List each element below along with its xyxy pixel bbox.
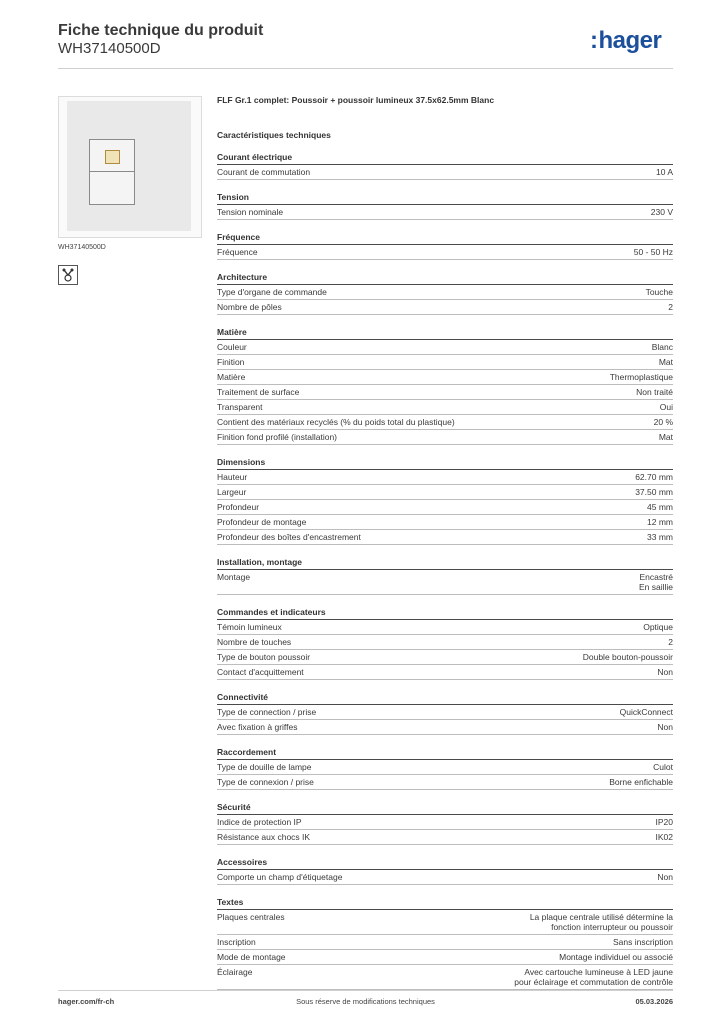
spec-row (217, 400, 673, 415)
spec-row (217, 500, 673, 515)
spec-row (217, 245, 673, 260)
spec-row (217, 720, 673, 735)
footer-date: 05.03.2026 (635, 997, 673, 1006)
spec-label: Avec fixation à griffes (217, 722, 298, 732)
spec-value: La plaque centrale utilisé détermine la fonction interrupteur ou poussoir (529, 912, 673, 932)
spec-label: Finition fond profilé (installation) (217, 432, 338, 442)
spec-value: Borne enfichable (609, 777, 673, 787)
spec-section (217, 747, 673, 790)
spec-sections (217, 152, 673, 990)
spec-label: Montage (217, 572, 251, 582)
led-indicator (105, 150, 120, 164)
spec-label: Hauteur (217, 472, 248, 482)
spec-label: Type de douille de lampe (217, 762, 312, 772)
spec-row (217, 515, 673, 530)
section-heading: Installation, montage (217, 557, 673, 570)
spec-value: Montage individuel ou associé (559, 952, 673, 962)
product-reference: WH37140500D (58, 40, 161, 57)
spec-value: Double bouton-poussoir (582, 652, 673, 662)
spec-value: 50 - 50 Hz (633, 247, 673, 257)
spec-label: Plaques centrales (217, 912, 285, 922)
spec-row (217, 830, 673, 845)
spec-value: Encastré En saillie (638, 572, 673, 592)
spec-value: 20 % (653, 417, 673, 427)
spec-value: 33 mm (647, 532, 673, 542)
spec-value: Non (657, 667, 673, 677)
spec-label: Contact d'acquittement (217, 667, 304, 677)
spec-section (217, 692, 673, 735)
switch-module (89, 139, 135, 205)
spec-section (217, 557, 673, 595)
spec-value: 10 A (655, 167, 673, 177)
spec-row (217, 570, 673, 595)
spec-title: Caractéristiques techniques (217, 130, 331, 140)
spec-label: Largeur (217, 487, 247, 497)
spec-value: 2 (668, 302, 673, 312)
spec-value: Non (657, 872, 673, 882)
spec-label: Nombre de pôles (217, 302, 282, 312)
section-heading: Accessoires (217, 857, 673, 870)
spec-value: Non traité (636, 387, 673, 397)
spec-row (217, 775, 673, 790)
spec-label: Mode de montage (217, 952, 286, 962)
spec-row (217, 935, 673, 950)
connector-icon (58, 265, 78, 285)
footer-notice: Sous réserve de modifications techniques (296, 997, 435, 1006)
spec-section (217, 897, 673, 990)
spec-row (217, 430, 673, 445)
spec-section (217, 152, 673, 180)
footer-divider (58, 990, 673, 991)
spec-label: Contient des matériaux recyclés (% du poids total du plastique) (217, 417, 455, 427)
spec-row (217, 300, 673, 315)
product-image (58, 96, 202, 238)
spec-row (217, 620, 673, 635)
spec-label: Type de bouton poussoir (217, 652, 311, 662)
spec-row (217, 485, 673, 500)
spec-section (217, 457, 673, 545)
spec-value: 2 (668, 637, 673, 647)
section-heading: Architecture (217, 272, 673, 285)
spec-row (217, 355, 673, 370)
section-heading: Courant électrique (217, 152, 673, 165)
section-heading: Raccordement (217, 747, 673, 760)
spec-label: Profondeur (217, 502, 260, 512)
spec-value: QuickConnect (619, 707, 673, 717)
section-heading: Commandes et indicateurs (217, 607, 673, 620)
spec-value: Avec cartouche lumineuse à LED jaune pour éclairage et commutation de contrôle (514, 967, 673, 987)
spec-section (217, 327, 673, 445)
spec-value: Optique (643, 622, 673, 632)
spec-label: Nombre de touches (217, 637, 292, 647)
spec-label: Résistance aux chocs IK (217, 832, 311, 842)
spec-value: Mat (658, 432, 673, 442)
spec-row (217, 950, 673, 965)
spec-row (217, 530, 673, 545)
section-heading: Connectivité (217, 692, 673, 705)
spec-row (217, 340, 673, 355)
spec-label: Couleur (217, 342, 247, 352)
spec-label: Profondeur des boîtes d'encastrement (217, 532, 361, 542)
spec-row (217, 285, 673, 300)
spec-row (217, 470, 673, 485)
section-heading: Textes (217, 897, 673, 910)
section-heading: Dimensions (217, 457, 673, 470)
spec-value: 12 mm (647, 517, 673, 527)
spec-row (217, 205, 673, 220)
page-title: Fiche technique du produit (58, 22, 264, 39)
spec-section (217, 802, 673, 845)
spec-label: Matière (217, 372, 246, 382)
spec-section (217, 232, 673, 260)
spec-row (217, 635, 673, 650)
spec-row (217, 965, 673, 990)
spec-section (217, 272, 673, 315)
spec-label: Tension nominale (217, 207, 284, 217)
spec-row (217, 705, 673, 720)
spec-content (217, 95, 673, 990)
spec-row (217, 650, 673, 665)
spec-value: Sans inscription (612, 937, 673, 947)
section-heading: Fréquence (217, 232, 673, 245)
spec-value: Oui (659, 402, 673, 412)
hager-logo (590, 27, 661, 55)
document-header (58, 22, 263, 58)
spec-label: Inscription (217, 937, 256, 947)
spec-label: Type de connection / prise (217, 707, 317, 717)
spec-row (217, 385, 673, 400)
spec-value: Non (657, 722, 673, 732)
spec-value: Mat (658, 357, 673, 367)
logo-mark: : (590, 27, 598, 54)
spec-value: IP20 (655, 817, 673, 827)
section-heading: Sécurité (217, 802, 673, 815)
spec-value: Culot (653, 762, 673, 772)
spec-row (217, 870, 673, 885)
spec-label: Courant de commutation (217, 167, 311, 177)
footer-website-link[interactable]: hager.com/fr-ch (58, 997, 115, 1006)
spec-label: Type d'organe de commande (217, 287, 327, 297)
spec-section (217, 857, 673, 885)
spec-label: Profondeur de montage (217, 517, 307, 527)
image-caption: WH37140500D (58, 244, 106, 251)
product-description: FLF Gr.1 complet: Poussoir + poussoir lumineux 37.5x62.5mm Blanc (217, 95, 495, 105)
spec-label: Fréquence (217, 247, 258, 257)
spec-value: 230 V (650, 207, 673, 217)
spec-row (217, 910, 673, 935)
spec-row (217, 665, 673, 680)
spec-label: Éclairage (217, 967, 253, 977)
spec-section (217, 192, 673, 220)
spec-value: Touche (645, 287, 673, 297)
switch-plate (67, 101, 191, 231)
logo-text: hager (598, 27, 662, 54)
spec-row (217, 370, 673, 385)
button-divider (90, 171, 134, 172)
spec-label: Finition (217, 357, 245, 367)
section-heading: Matière (217, 327, 673, 340)
spec-value: IK02 (655, 832, 673, 842)
header-divider (58, 68, 673, 69)
spec-row (217, 165, 673, 180)
spec-value: Thermoplastique (609, 372, 673, 382)
spec-label: Traitement de surface (217, 387, 300, 397)
spec-label: Indice de protection IP (217, 817, 302, 827)
section-heading: Tension (217, 192, 673, 205)
spec-value: 62.70 mm (635, 472, 673, 482)
spec-label: Témoin lumineux (217, 622, 282, 632)
spec-label: Transparent (217, 402, 263, 412)
spec-row (217, 760, 673, 775)
spec-label: Type de connexion / prise (217, 777, 314, 787)
spec-row (217, 415, 673, 430)
spec-section (217, 607, 673, 680)
spec-value: Blanc (651, 342, 673, 352)
spec-row (217, 815, 673, 830)
spec-value: 37.50 mm (635, 487, 673, 497)
spec-label: Comporte un champ d'étiquetage (217, 872, 343, 882)
spec-value: 45 mm (647, 502, 673, 512)
